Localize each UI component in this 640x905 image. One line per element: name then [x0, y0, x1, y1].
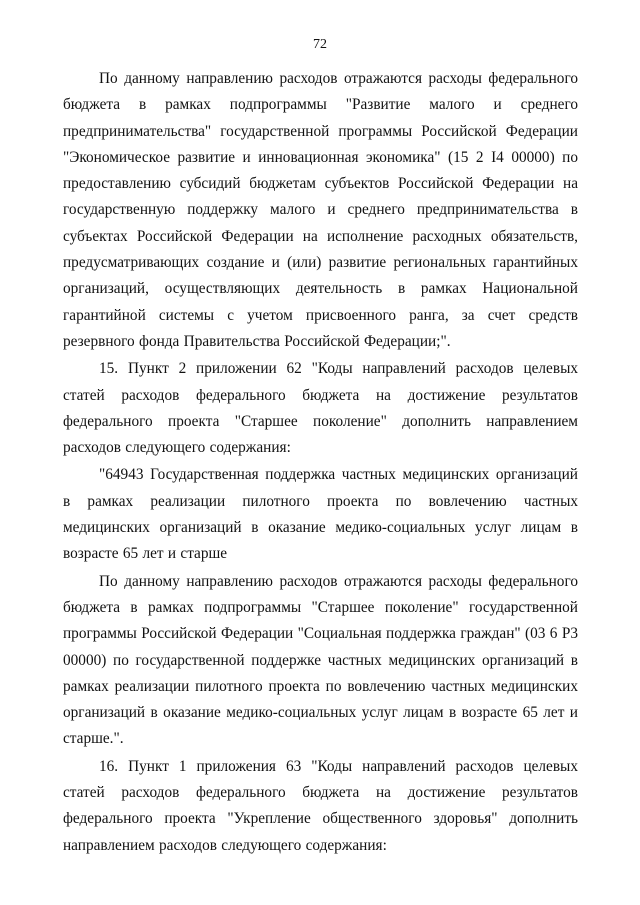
document-body [63, 66, 578, 859]
page-number: 72 [313, 37, 327, 52]
paragraph-code-64943: "64943 Государственная поддержка частных медицинских организаций в рамках реализации пилотного проекта по вовлечению частных медицинских организаций в оказание медико-социальных услуг лицам в возрасте 65 лет и старше [63, 466, 578, 563]
paragraph-older-generation-description: По данному направлению расходов отражаются расходы федерального бюджета в рамках подпрограммы "Старшее поколение" государственной программы Российской Федерации "Социальная поддержка граждан" (03 6 P3 00000) по государственной поддержке частных медицинских организаций в рамках реализации пилотного проекта по вовлечению частных медицинских организаций в оказание медико-социальных услуг лицам в возрасте 65 лет и старше.". [63, 572, 578, 748]
paragraph-item-16: 16. Пункт 1 приложения 63 "Коды направлений расходов целевых статей расходов федерального бюджета на достижение результатов федерального проекта "Укрепление общественного здоровья" дополнить направлением расходов следующего содержания: [63, 757, 578, 854]
paragraph-item-15: 15. Пункт 2 приложении 62 "Коды направлений расходов целевых статей расходов федерального бюджета на достижение результатов федерального проекта "Старшее поколение" дополнить направлением расходов следующего содержания: [63, 360, 578, 457]
paragraph-subsidy-description: По данному направлению расходов отражаются расходы федерального бюджета в рамках подпрограммы "Развитие малого и среднего предпринимательства" государственной программы Российской Федерации "Экономическое развитие и инновационная экономика" (15 2 I4 00000) по предоставлению субсидий бюджетам субъектов Российской Федерации на государственную поддержку малого и среднего предпринимательства в субъектах Российской Федерации на исполнение расходных обязательств, предусматривающих создание и (или) развитие региональных гарантийных организаций, осуществляющих деятельность в рамках Национальной гарантийной системы с учетом присвоенного ранга, за счет средств резервного фонда Правительства Российской Федерации;". [63, 70, 578, 350]
